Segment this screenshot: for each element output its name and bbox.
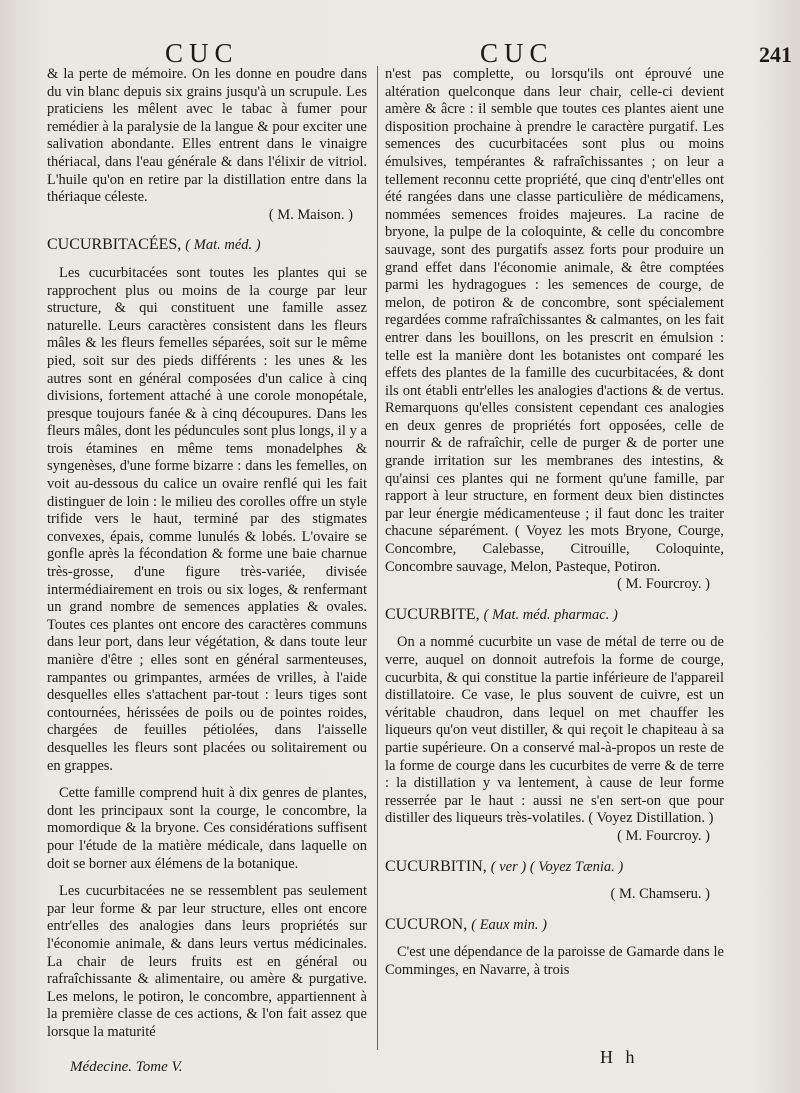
page-footer <box>0 1047 800 1089</box>
entry-heading-cucuron: CUCURON, ( Eaux min. ) <box>385 915 547 933</box>
signature-maison: ( M. Maison. ) <box>268 206 353 223</box>
paragraph-cucurbitacees-3: Les cucurbitacées ne se ressemblent pas seulement par leur forme & par leur structure, elles ont encore entr'elles des analogies dans leurs propriétés sur l'économie animale, & dans leurs vertus médicinales. La chair de leurs fruits est en général ou rafraîchissante & alimentaire, ou amère & purgative. Les melons, le potiron, le concombre, appartiennent à la première classe de ces actions, & l'on fait assez que lorsque la maturité <box>47 883 367 1040</box>
signature-fourcroy-1: ( M. Fourcroy. ) <box>617 576 710 593</box>
signature-fourcroy-2: ( M. Fourcroy. ) <box>617 827 710 844</box>
running-head-left: CUC <box>165 38 239 68</box>
entry-heading-cucurbite: CUCURBITE, ( Mat. méd. pharmac. ) <box>385 605 618 623</box>
column-divider <box>377 66 378 1050</box>
right-column <box>385 66 724 980</box>
entry-heading-cucurbitacees: CUCURBITACÉES, ( Mat. méd. ) <box>47 236 261 254</box>
paragraph-cucurbitacees-1: Les cucurbitacées sont toutes les plantes qui se rapprochent plus ou moins de la courge par leur structure, & qui constituent une famille assez naturelle. Leurs caractères consistent dans les fleurs mâles & les fleurs femelles séparées, soit sur le même pied, soit sur des pieds différents : les unes & les autres sont en général composées d'un calice à cinq divisions, fortement attaché à une corole monopétale, presque toujours fanée & à cinq découpures. Dans les fleurs mâles, dont les péduncules sont plus longs, il y a trois étamines en même tems monadelphes & syngenèses, d'une forme bizarre : dans les femelles, on voit au-dessous du calice un ovaire renflé qui les fait distinguer de loin : le milieu des corolles offre un style trifide vers le haut, terminé par des stigmates convexes, épais, comme lunulés & lobés. L'ovaire se gonfle après la fécondation & forme une baie charnue très-grosse, d'une figure très-variée, divisée intermédiairement en trois ou six loges, & renfermant un grand nombre de semences applaties & ovales. Toutes ces plantes ont encore des caractères communs dans leur port, dans leur végétation, & dans toute leur manière d'être ; elles sont en général sarmenteuses, rampantes ou grimpantes, armées de vrilles, à l'aide desquelles elles s'attachent par-tout : leurs tiges sont contournées, hérissées de poils ou de pointes roides, chargées de feuilles pétiolées, dans l'aisselle desquelles les fleurs sont placées ou solitairement ou en grappes. <box>47 264 367 774</box>
paragraph-cucuron: C'est une dépendance de la paroisse de Gamarde dans le Comminges, en Navarre, à trois <box>385 944 724 978</box>
paragraph-cucurbitacees-2: Cette famille comprend huit à dix genres de plantes, dont les principaux sont la courge, le concombre, la momordique & la bryone. Ces considérations suffisent pour l'étude de la matière médicale, dans laquelle on doit se borner aux élémens de la botanique. <box>47 785 367 872</box>
signature-chamseru: ( M. Chamseru. ) <box>610 886 710 903</box>
left-column <box>47 66 367 1041</box>
paragraph-cucurbite: On a nommé cucurbite un vase de métal de terre ou de verre, auquel on donnoit autrefois la forme de courge, cucurbita, & qui constitue la partie inférieure de l'appareil distillatoire. Ce vase, le plus souvent de cuivre, est un véritable chaudron, dans lequel on met chauffer les liqueurs qu'on veut distiller, & qui reçoit le chapiteau à sa partie supérieure. On a conservé mal-à-propos un reste de la forme de courge dans les cucurbites de verre & de terre : la distillation y va lentement, à cause de leur forme resserrée par le haut : aussi ne s'en sert-on que pour distiller des liqueurs très-volatiles. ( Voyez Distillation. ) <box>385 634 724 827</box>
footer-volume: Médecine. Tome V. <box>70 1059 183 1075</box>
paragraph-continuation: & la perte de mémoire. On les donne en poudre dans du vin blanc depuis six grains jusqu'à un scrupule. Les praticiens les mêlent avec le tabac à fumer pour remédier à la paralysie de la langue & pour exciter une salivation abondante. Elles entrent dans le vinaigre thériacal, dans l'eau générale & dans l'élixir de vitriol. L'huile qu'on en retire par la distillation entre dans la thériaque céleste. <box>47 66 367 206</box>
running-head-right: CUC <box>480 38 554 68</box>
page-number: 241 <box>759 42 792 67</box>
entry-heading-cucurbitin: CUCURBITIN, ( ver ) ( Voyez Tænia. ) <box>385 857 624 875</box>
paragraph-cucurbitacees-4: n'est pas complette, ou lorsqu'ils ont éprouvé une altération quelconque dans leur chair, celle-ci devient amère & âcre : il semble que toutes ces plantes aient une disposition prochaine à prendre le caractère purgatif. Les semences des cucurbitacées sont plus ou moins émulsives, tempérantes & rafraîchissantes ; on leur a tellement reconnu cette propriété, que cinq d'entr'elles ont été rangées dans une classe particulière de médicamens, nommées semences froides majeures. La racine de bryone, la pulpe de la coloquinte, & celle du concombre sauvage, sont des purgatifs assez forts pour produire un grand effet dans l'économie animale, & être comptées parmi les hydragogues : les semences de courge, de melon, de potiron & de concombre, sont spécialement regardées comme rafraîchissantes & calmantes, on les fait entrer dans les bouillons, on les prescrit en émulsion : telle est la manière dont les botanistes ont comparé les effets des plantes de la famille des cucurbitacées, & dont ils ont établi entr'elles les analogies d'actions & de vertus. Remarquons qu'elles consistent cependant ces analogies en deux genres de propriétés fort opposées, celle de nourrir & de rafraîchir, celle de purger & de porter une grande irritation sur les membranes des intestins, & qu'ainsi ces plantes qui ne forment qu'une famille, par rapport à leur structure, en forment deux bien distinctes par leur énergie médicamenteuse ; il faut donc les traiter chacune séparément. ( Voyez les mots Bryone, Courge, Concombre, Calebasse, Citrouille, Coloquinte, Concombre sauvage, Melon, Pasteque, Potiron. <box>385 66 724 575</box>
footer-signature-mark: H h <box>600 1047 639 1067</box>
